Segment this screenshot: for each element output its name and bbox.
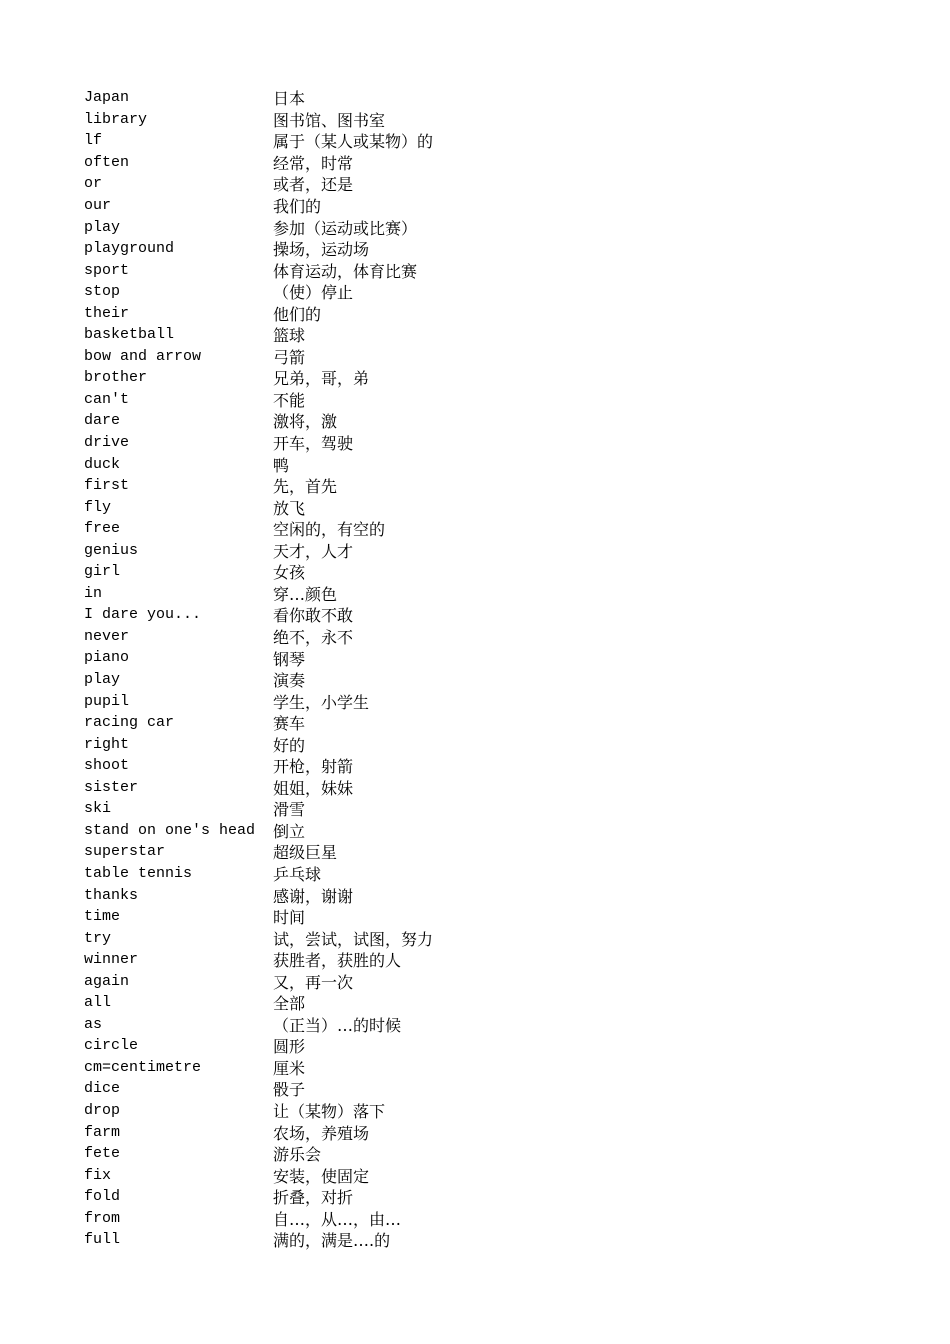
english-word: thanks [84, 886, 139, 904]
vocab-row [84, 561, 884, 583]
vocab-row [84, 346, 884, 368]
vocab-row [84, 109, 884, 131]
chinese-meaning: 又，再一次 [273, 972, 354, 992]
english-word: full [84, 1231, 121, 1249]
english-word: sister [84, 778, 139, 796]
chinese-meaning: 女孩 [273, 563, 306, 583]
vocab-row [84, 453, 884, 475]
english-word: drop [84, 1101, 121, 1119]
vocab-row [84, 733, 884, 755]
chinese-meaning: 倒立 [273, 821, 306, 841]
chinese-meaning: 时间 [273, 908, 306, 928]
vocab-row [84, 712, 884, 734]
english-word: play [84, 218, 121, 236]
vocab-row [84, 647, 884, 669]
vocab-row [84, 432, 884, 454]
chinese-meaning: 满的，满是….的 [273, 1231, 391, 1251]
vocab-row [84, 87, 884, 109]
vocab-row [84, 669, 884, 691]
english-word: lf [84, 132, 103, 150]
chinese-meaning: 好的 [273, 735, 306, 755]
vocab-row [84, 583, 884, 605]
chinese-meaning: 让（某物）落下 [273, 1101, 386, 1121]
chinese-meaning: 参加（运动或比赛） [273, 218, 418, 238]
english-word: sport [84, 261, 130, 279]
chinese-meaning: 乒乓球 [273, 864, 322, 884]
chinese-meaning: 兄弟，哥，弟 [273, 369, 370, 389]
chinese-meaning: 穿…颜色 [273, 584, 338, 604]
english-word: shoot [84, 757, 130, 775]
vocab-row [84, 1229, 884, 1251]
chinese-meaning: 试，尝试，试图，努力 [273, 929, 434, 949]
english-word: all [84, 994, 112, 1012]
chinese-meaning: 姐姐，妹妹 [273, 778, 354, 798]
chinese-meaning: 日本 [273, 89, 306, 109]
chinese-meaning: 演奏 [273, 671, 306, 691]
vocab-row [84, 173, 884, 195]
vocab-row [84, 130, 884, 152]
english-word: fete [84, 1145, 121, 1163]
chinese-meaning: 先，首先 [273, 477, 338, 497]
english-word: bow and arrow [84, 347, 202, 365]
chinese-meaning: 我们的 [273, 197, 322, 217]
vocab-row [84, 992, 884, 1014]
english-word: never [84, 627, 130, 645]
english-word: basketball [84, 326, 175, 344]
vocab-row [84, 1186, 884, 1208]
chinese-meaning: 属于（某人或某物）的 [273, 132, 434, 152]
chinese-meaning: 天才，人才 [273, 541, 354, 561]
chinese-meaning: 操场，运动场 [273, 240, 370, 260]
chinese-meaning: 经常，时常 [273, 153, 354, 173]
english-word: again [84, 972, 130, 990]
english-word: dare [84, 412, 121, 430]
english-word: table tennis [84, 864, 193, 882]
english-word: try [84, 929, 112, 947]
vocab-row [84, 216, 884, 238]
vocab-row [84, 604, 884, 626]
chinese-meaning: 弓箭 [273, 347, 306, 367]
vocab-row [84, 475, 884, 497]
english-word: library [84, 110, 148, 128]
english-word: drive [84, 434, 130, 452]
english-word: free [84, 520, 121, 538]
chinese-meaning: 滑雪 [273, 800, 306, 820]
chinese-meaning: 钢琴 [273, 649, 306, 669]
chinese-meaning: （使）停止 [273, 283, 354, 303]
vocab-row [84, 152, 884, 174]
english-word: winner [84, 951, 139, 969]
chinese-meaning: （正当）…的时候 [273, 1015, 402, 1035]
chinese-meaning: 自…，从…，由… [273, 1209, 402, 1229]
english-word: genius [84, 541, 139, 559]
vocab-row [84, 777, 884, 799]
vocab-row [84, 1207, 884, 1229]
chinese-meaning: 安装，使固定 [273, 1166, 370, 1186]
english-word: playground [84, 240, 175, 258]
vocab-row [84, 1014, 884, 1036]
chinese-meaning: 看你敢不敢 [273, 606, 354, 626]
english-word: superstar [84, 843, 166, 861]
english-word: or [84, 175, 103, 193]
vocab-row [84, 970, 884, 992]
vocab-row [84, 324, 884, 346]
chinese-meaning: 鸭 [273, 455, 290, 475]
english-word: stand on one's head [84, 821, 256, 839]
vocab-row [84, 626, 884, 648]
chinese-meaning: 赛车 [273, 714, 306, 734]
chinese-meaning: 开车，驾驶 [273, 434, 354, 454]
vocabulary-sheet [84, 87, 884, 1251]
english-word: their [84, 304, 130, 322]
english-word: ski [84, 800, 112, 818]
chinese-meaning: 折叠，对折 [273, 1188, 354, 1208]
chinese-meaning: 农场，养殖场 [273, 1123, 370, 1143]
chinese-meaning: 绝不，永不 [273, 627, 354, 647]
chinese-meaning: 全部 [273, 994, 306, 1014]
english-word: from [84, 1209, 121, 1227]
chinese-meaning: 体育运动，体育比赛 [273, 261, 418, 281]
vocab-row [84, 820, 884, 842]
chinese-meaning: 放飞 [273, 498, 306, 518]
vocab-row [84, 949, 884, 971]
chinese-meaning: 学生，小学生 [273, 692, 370, 712]
english-word: pupil [84, 692, 130, 710]
vocab-row [84, 259, 884, 281]
vocab-row [84, 367, 884, 389]
vocab-row [84, 1035, 884, 1057]
english-word: brother [84, 369, 148, 387]
vocab-row [84, 1100, 884, 1122]
chinese-meaning: 开枪，射箭 [273, 757, 354, 777]
chinese-meaning: 不能 [273, 390, 306, 410]
english-word: duck [84, 455, 121, 473]
chinese-meaning: 篮球 [273, 326, 306, 346]
english-word: racing car [84, 714, 175, 732]
chinese-meaning: 图书馆、图书室 [273, 110, 386, 130]
english-word: cm=centimetre [84, 1058, 202, 1076]
vocab-row [84, 302, 884, 324]
english-word: as [84, 1015, 103, 1033]
chinese-meaning: 激将，激 [273, 412, 338, 432]
english-word: girl [84, 563, 121, 581]
vocab-row [84, 841, 884, 863]
english-word: I dare you... [84, 606, 202, 624]
vocab-row [84, 539, 884, 561]
vocab-row [84, 281, 884, 303]
english-word: time [84, 908, 121, 926]
vocab-row [84, 755, 884, 777]
chinese-meaning: 圆形 [273, 1037, 306, 1057]
chinese-meaning: 空闲的，有空的 [273, 520, 386, 540]
vocab-row [84, 518, 884, 540]
vocab-row [84, 690, 884, 712]
english-word: play [84, 671, 121, 689]
vocab-row [84, 884, 884, 906]
english-word: stop [84, 283, 121, 301]
vocab-row [84, 496, 884, 518]
english-word: often [84, 153, 130, 171]
english-word: farm [84, 1123, 121, 1141]
vocab-row [84, 1164, 884, 1186]
vocab-row [84, 798, 884, 820]
chinese-meaning: 感谢，谢谢 [273, 886, 354, 906]
english-word: Japan [84, 89, 130, 107]
english-word: right [84, 735, 130, 753]
english-word: first [84, 477, 130, 495]
english-word: can't [84, 390, 130, 408]
vocab-row [84, 1143, 884, 1165]
vocab-row [84, 1121, 884, 1143]
vocab-row [84, 927, 884, 949]
english-word: our [84, 197, 112, 214]
chinese-meaning: 游乐会 [273, 1145, 322, 1165]
english-word: in [84, 584, 103, 602]
english-word: circle [84, 1037, 139, 1055]
vocab-row [84, 195, 884, 217]
vocab-row [84, 863, 884, 885]
vocab-row [84, 410, 884, 432]
english-word: fly [84, 498, 112, 516]
vocab-row [84, 238, 884, 260]
vocab-row [84, 1078, 884, 1100]
chinese-meaning: 获胜者，获胜的人 [273, 951, 402, 971]
chinese-meaning: 他们的 [273, 304, 322, 324]
english-word: piano [84, 649, 130, 667]
chinese-meaning: 骰子 [273, 1080, 306, 1100]
english-word: fix [84, 1166, 112, 1184]
chinese-meaning: 或者，还是 [273, 175, 354, 195]
vocab-row [84, 1057, 884, 1079]
english-word: fold [84, 1188, 121, 1206]
chinese-meaning: 厘米 [273, 1058, 306, 1078]
english-word: dice [84, 1080, 121, 1098]
chinese-meaning: 超级巨星 [273, 843, 338, 863]
vocab-row [84, 389, 884, 411]
vocab-row [84, 906, 884, 928]
